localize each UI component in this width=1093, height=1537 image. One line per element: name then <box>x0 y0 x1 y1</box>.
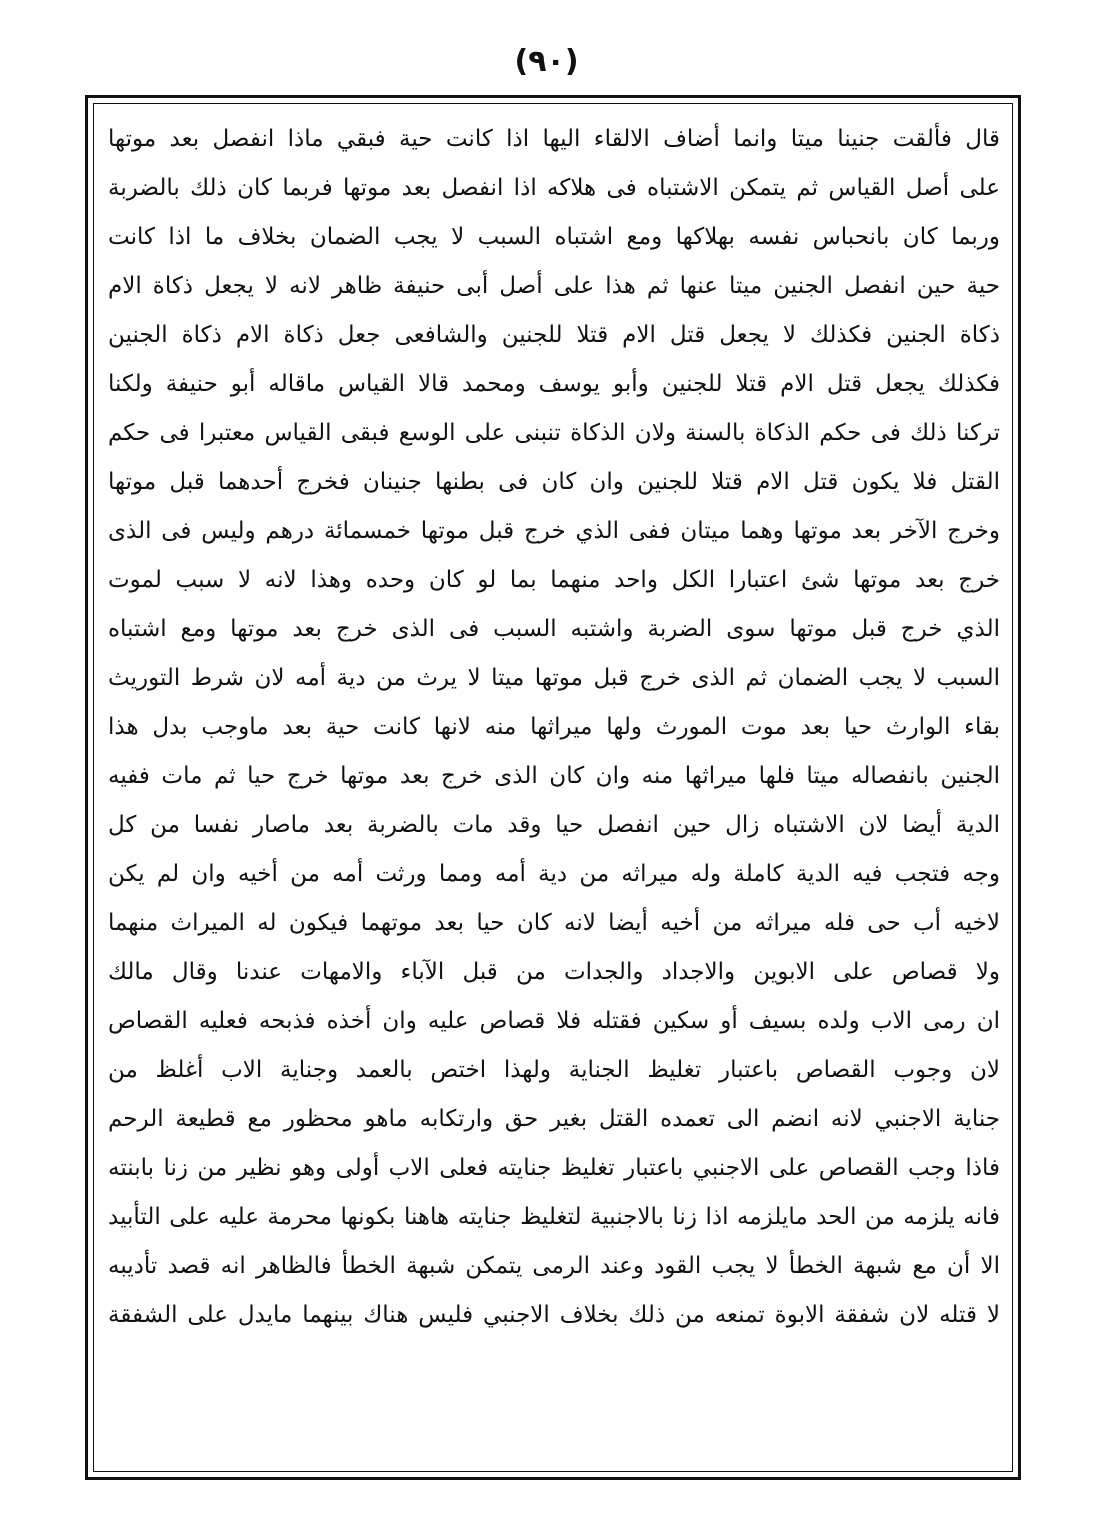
text-line: قال فألقت جنينا ميتا وانما أضاف الالقاء اليها اذا كانت حية فبقي ماذا انفصل بعد موتها <box>108 126 1000 152</box>
text-line: فاذا وجب القصاص على الاجنبي باعتبار تغليظ جنايته فعلى الاب أولى وهو نظير من زنا بابنته <box>108 1155 1000 1181</box>
text-line: وجه فتجب فيه الدية كاملة وله ميراثه من دية أمه ومما ورثت أمه من أخيه وان لم يكن <box>108 861 1000 887</box>
text-line: فكذلك يجعل قتل الام قتلا للجنين وأبو يوسف ومحمد قالا القياس ماقاله أبو حنيفة ولكنا <box>108 371 1000 397</box>
text-line: فانه يلزمه من الحد مايلزمه اذا زنا بالاجنبية لتغليظ جنايته هاهنا بكونها محرمة عليه على التأبيد <box>108 1204 1000 1230</box>
text-line: ذكاة الجنين فكذلك لا يجعل قتل الام قتلا للجنين والشافعى جعل ذكاة الام ذكاة الجنين <box>108 322 1000 348</box>
text-line: ولا قصاص على الابوين والاجداد والجدات من قبل الآباء والامهات عندنا وقال مالك <box>108 959 1000 985</box>
text-line: وخرج الآخر بعد موتها وهما ميتان ففى الذي خرج قبل موتها خمسمائة درهم وليس فى الذى <box>108 518 1000 544</box>
text-line: جناية الاجنبي لانه انضم الى تعمده القتل بغير حق وارتكابه ماهو محظور مع قطيعة الرحم <box>108 1106 1000 1132</box>
text-line: تركنا ذلك فى حكم الذكاة بالسنة ولان الذكاة تنبنى على الوسع فبقى القياس معتبرا فى حكم <box>108 420 1000 446</box>
text-line: خرج بعد موتها شئ اعتبارا الكل واحد منهما بما لو كان وحده وهذا لانه لا سبب لموت <box>108 567 1000 593</box>
text-line: بقاء الوارث حيا بعد موت المورث ولها ميراثها منه لانها كانت حية بعد ماوجب بدل هذا <box>108 714 1000 740</box>
text-line: الجنين بانفصاله ميتا فلها ميراثها منه وان كان الذى خرج بعد موتها خرج حيا ثم مات ففيه <box>108 763 1000 789</box>
text-line: الدية أيضا لان الاشتباه زال حين انفصل حيا وقد مات بالضربة بعد ماصار نفسا من كل <box>108 812 1000 838</box>
text-line: القتل فلا يكون قتل الام قتلا للجنين وان كان فى بطنها جنينان فخرج أحدهما قبل موتها <box>108 469 1000 495</box>
text-line: لا قتله لان شفقة الابوة تمنعه من ذلك بخلاف الاجنبي فليس هناك بينهما مايدل على الشفقة <box>108 1302 1000 1328</box>
text-line: الا أن مع شبهة الخطأ لا يجب القود وعند الرمى يتمكن شبهة الخطأ فالظاهر انه قصد تأديبه <box>108 1253 1000 1279</box>
text-line: على أصل القياس ثم يتمكن الاشتباه فى هلاكه اذا انفصل بعد موتها فربما كان ذلك بالضربة <box>108 175 1000 201</box>
text-line: السبب لا يجب الضمان ثم الذى خرج قبل موتها ميتا لا يرث من دية أمه لان شرط التوريث <box>108 665 1000 691</box>
text-line: حية حين انفصل الجنين ميتا عنها ثم هذا على أصل أبى حنيفة ظاهر لانه لا يجعل ذكاة الام <box>108 273 1000 299</box>
text-line: الذي خرج قبل موتها سوى الضربة واشتبه السبب فى الذى خرج بعد موتها ومع اشتباه <box>108 616 1000 642</box>
text-line: وربما كان بانحباس نفسه بهلاكها ومع اشتباه السبب لا يجب الضمان بخلاف ما اذا كانت <box>108 224 1000 250</box>
text-line: لاخيه أب حى فله ميراثه من أخيه أيضا لانه كان حيا بعد موتهما فيكون له الميراث منهما <box>108 910 1000 936</box>
page-text-body <box>108 115 1000 1465</box>
text-line: لان وجوب القصاص باعتبار تغليظ الجناية ولهذا اختص بالعمد وجناية الاب أغلظ من <box>108 1057 1000 1083</box>
text-line: ان رمى الاب ولده بسيف أو سكين فقتله فلا قصاص عليه وان أخذه فذبحه فعليه القصاص <box>108 1008 1000 1034</box>
page-number: (٩٠) <box>514 44 579 79</box>
